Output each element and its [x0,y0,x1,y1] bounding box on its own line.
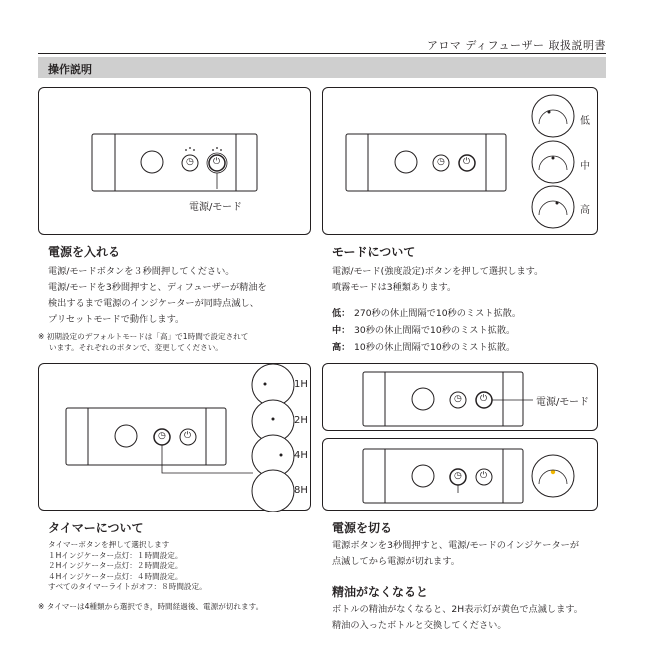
level-row-mid: 中： 30秒の休止間隔で10秒のミスト拡散。 [332,325,516,336]
mode-level-list [332,305,521,356]
power-button-icon: ⏻ [480,394,488,404]
mode-diagram [322,87,598,235]
level-high-label: 高 [580,205,590,216]
timer-description: タイマーボタンを押して選択します １Hインジケーター点灯：１時間設定。 ２Hインジケーター点灯：２時間設定。 ４Hインジケーター点灯：４時間設定。 すべてのタイマーライトがオフ：８時間設定。 [48,540,207,591]
section-header [38,57,606,78]
timer-4h-label: 4H [294,450,308,461]
timer-title: タイマーについて [48,521,144,535]
power-off-title: 電源を切る [332,521,393,535]
document-title: アロマ ディフューザー 取扱説明書 [426,39,606,52]
power-mode-label: 電源/モード [189,202,242,213]
timer-button-icon: ◷ [437,157,445,167]
timer-button-icon: ◷ [454,394,462,404]
level-row-high: 高： 10秒の休止間隔で10秒のミスト拡散。 [332,342,516,353]
level-low-label: 低 [580,116,590,127]
oil-empty-title: 精油がなくなると [332,585,429,599]
timer-1h-label: 1H [294,379,308,390]
header-divider [38,53,606,54]
level-mid-label: 中 [580,161,590,172]
power-button-icon: ⏻ [480,471,488,481]
mode-description: 電源/モード(強度設定)ボタンを押して選択します。 噴霧モードは3種類あります。 [332,266,544,293]
section-title: 操作説明 [48,63,92,76]
timer-button-icon: ◷ [158,431,166,441]
timer-8h-label: 8H [294,485,308,496]
power-off-diagram [322,363,598,431]
power-on-description: 電源/モードボタンを３秒間押してください。 電源/モードを3秒間押すと、ディフューザーが精油を 検出するまで電源のインジケーターが同時点滅し、 プリセットモードで動作します。 [48,266,267,325]
timer-button-icon: ◷ [454,471,462,481]
power-on-title: 電源を入れる [48,245,121,259]
oil-empty-diagram [322,438,598,511]
power-mode-label-2: 電源/モード [536,397,589,408]
power-button-icon: ⏻ [184,431,192,441]
mode-title: モードについて [332,245,416,259]
timer-2h-label: 2H [294,415,308,426]
power-on-note: ※ 初期設定のデフォルトモードは「高」で1時間で設定されて います。それぞれのボタンで、変更してください。 [38,332,249,352]
power-on-diagram [38,87,311,235]
timer-note: ※ タイマーは4種類から選択でき，時間経過後、電源が切れます。 [38,602,264,611]
timer-button-icon: ◷ [186,157,194,167]
level-row-low: 低： 270秒の休止間隔で10秒のミスト拡散。 [332,308,522,319]
power-button-icon: ⏻ [213,157,221,167]
power-button-icon: ⏻ [463,157,471,167]
timer-diagram [38,363,311,511]
power-off-description: 電源ボタンを3秒間押すと、電源/モードのインジケーターが 点滅してから電源が切れます。 [332,540,580,567]
oil-empty-description: ボトルの精油がなくなると、2H表示灯が黄色で点滅します。 精油の入ったボトルと交換してください。 [332,604,583,631]
